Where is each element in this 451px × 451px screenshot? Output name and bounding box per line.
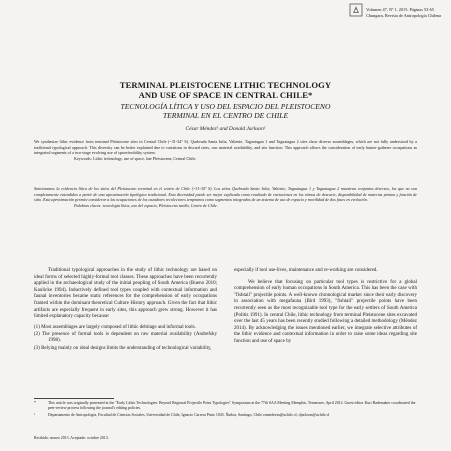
journal-volume: Volumen 47, Nº 1, 2015. Páginas 53-65	[366, 7, 434, 12]
paper-title	[60, 80, 391, 100]
received-dates: Recibido: marzo 2013. Aceptado: octubre 2013.	[34, 436, 109, 440]
paper-title-spanish-line: TECNOLOGÍA LÍTICA Y USO DEL ESPACIO DEL PLEISTOCENO	[120, 102, 331, 111]
footnote-mark: ¹	[34, 413, 36, 417]
keywords-english: Keywords: Lithic technology, use of space, late Pleistocene, Central Chile.	[74, 155, 197, 161]
footnote-divider	[34, 398, 114, 399]
abstract-spanish	[34, 186, 417, 208]
footnote-text: Departamento de Antropología, Facultad de Ciencias Sociales, Universidad de Chile, Ignacio Carrera Pinto 1045, Ñuñoa, Santiago, Chile.cmendezm@uchile.cl; djackson@uchile.cl	[48, 413, 330, 417]
list-item: (1) Most assemblages are largely composed of lithic debitage and informal tools.	[34, 324, 196, 330]
list-item: (2) The presence of formal tools is dependent on raw material availability (Andrefsky 1998).	[34, 331, 217, 344]
journal-info	[366, 7, 441, 18]
limitations-list	[34, 325, 217, 352]
title-block	[60, 80, 391, 132]
authors: César Méndez¹ and Donald Jackson¹	[185, 126, 266, 132]
footnote	[34, 413, 417, 418]
body-paragraph: Traditional typological approaches in the study of lithic technology are based on ideal forms of selected highly-formal tool classes. These approaches have been recurrently applied in the archaeological study of the initial peopling of South America (Bueno 2010; Kaulicke 1994). Inductively defined tool types coupled with contextual information and faunal inventories became static references for the comprehension of early occupations framed within the dominant theoretical Culture History approach. Given the fact that lithic artifacts are especially frequent in early sites, this approach grew strong. However it has limited explanatory capacity because:	[34, 268, 217, 320]
footnotes	[34, 401, 417, 418]
paper-title-line: TERMINAL PLEISTOCENE LITHIC TECHNOLOGY	[119, 80, 332, 90]
footnote-text: This article was originally presented at the "Early Lithic Technologies: Beyond Regional Projectile Point Typologies" Symposium at the 77th SAA Meeting Memphis, Tennessee, April 2012. Guest editor Kurt Rademaker coordinated the peer-review process following the journal's editing policies.	[48, 401, 416, 410]
abstract-english	[34, 139, 417, 161]
body-column-right	[234, 268, 417, 346]
body-paragraph: especially if tool use-lives, maintenance and re-working are considered.	[234, 268, 378, 273]
footnote-mark: *	[34, 401, 36, 405]
paper-title-spanish-line: TERMINAL EN EL CENTRO DE CHILE	[162, 111, 289, 120]
journal-logo-icon	[349, 3, 363, 17]
body-paragraph: We believe that focusing on particular tool types is restrictive for a global comprehension of early human occupations in South America. This has been the case with "fishtail" projectile points. A well-known chronological marker since their early discovery in association with megafauna (Bird 1993), "fishtail" projectile points have been recurrently seen as the most recognizable tool type for the early settlers of South America (Politis 1991). In central Chile, lithic technology from terminal Pleistocene sites excavated over the last 45 years has been recently studied following a detailed methodology (Méndez 2014). By acknowledging the issues mentioned earlier, we integrate selective attributes of the lithic evidence and contextual information in order to raise some ideas regarding site function and use of space by	[234, 279, 417, 344]
keywords-spanish: Palabras claves: tecnología lítica, uso del espacio, Pleistoceno tardío, Centro de Chile.	[74, 202, 218, 208]
footnote	[34, 401, 417, 411]
paper-title-spanish	[60, 102, 391, 120]
paper-title-line: AND USE OF SPACE IN CENTRAL CHILE*	[138, 90, 313, 100]
abstract-english-text: We synthesize lithic evidence from terminal Pleistocene sites in Central Chile (~31-34° S). Quebrada Santa Julia, Valiente, Taguatagua 1 and Taguatagua 2 sites show diverse assemblages, which are not fully understood by a traditional typological approach. This diversity can be better explained due to variations in discard rates, raw material availability, and site function. This approach allows the consideration of early hunter-gatherer occupations as integrated segments of a two-stage evolving use of space/mobility system.	[34, 139, 417, 155]
list-item: (3) Relying mainly on ideal designs limits the understanding of technological variability,	[34, 345, 212, 351]
abstract-spanish-text: Sintetizamos la evidencia lítica de los sitios del Pleistoceno terminal en el centro de Chile (~31-34° S). Los sitios Quebrada Santa Julia, Valiente, Taguatagua 1 y Taguatagua 2 muestran conjuntos diversos, los que no son completamente entendidos a partir de una aproximación tipológica tradicional. Esta diversidad puede ser mejor explicada como resultado de variaciones en los ritmos de descarte, disponibilidad de materias primas y función de sitio. Esta aproximación permite considerar a las ocupaciones de los cazadores recolectores tempranos como segmentos integrados de un sistema de uso de espacio y movilidad de dos fases en evolución.	[34, 186, 417, 202]
journal-name: Chungara, Revista de Antropología Chilena	[366, 12, 442, 18]
body-column-left	[34, 268, 217, 352]
